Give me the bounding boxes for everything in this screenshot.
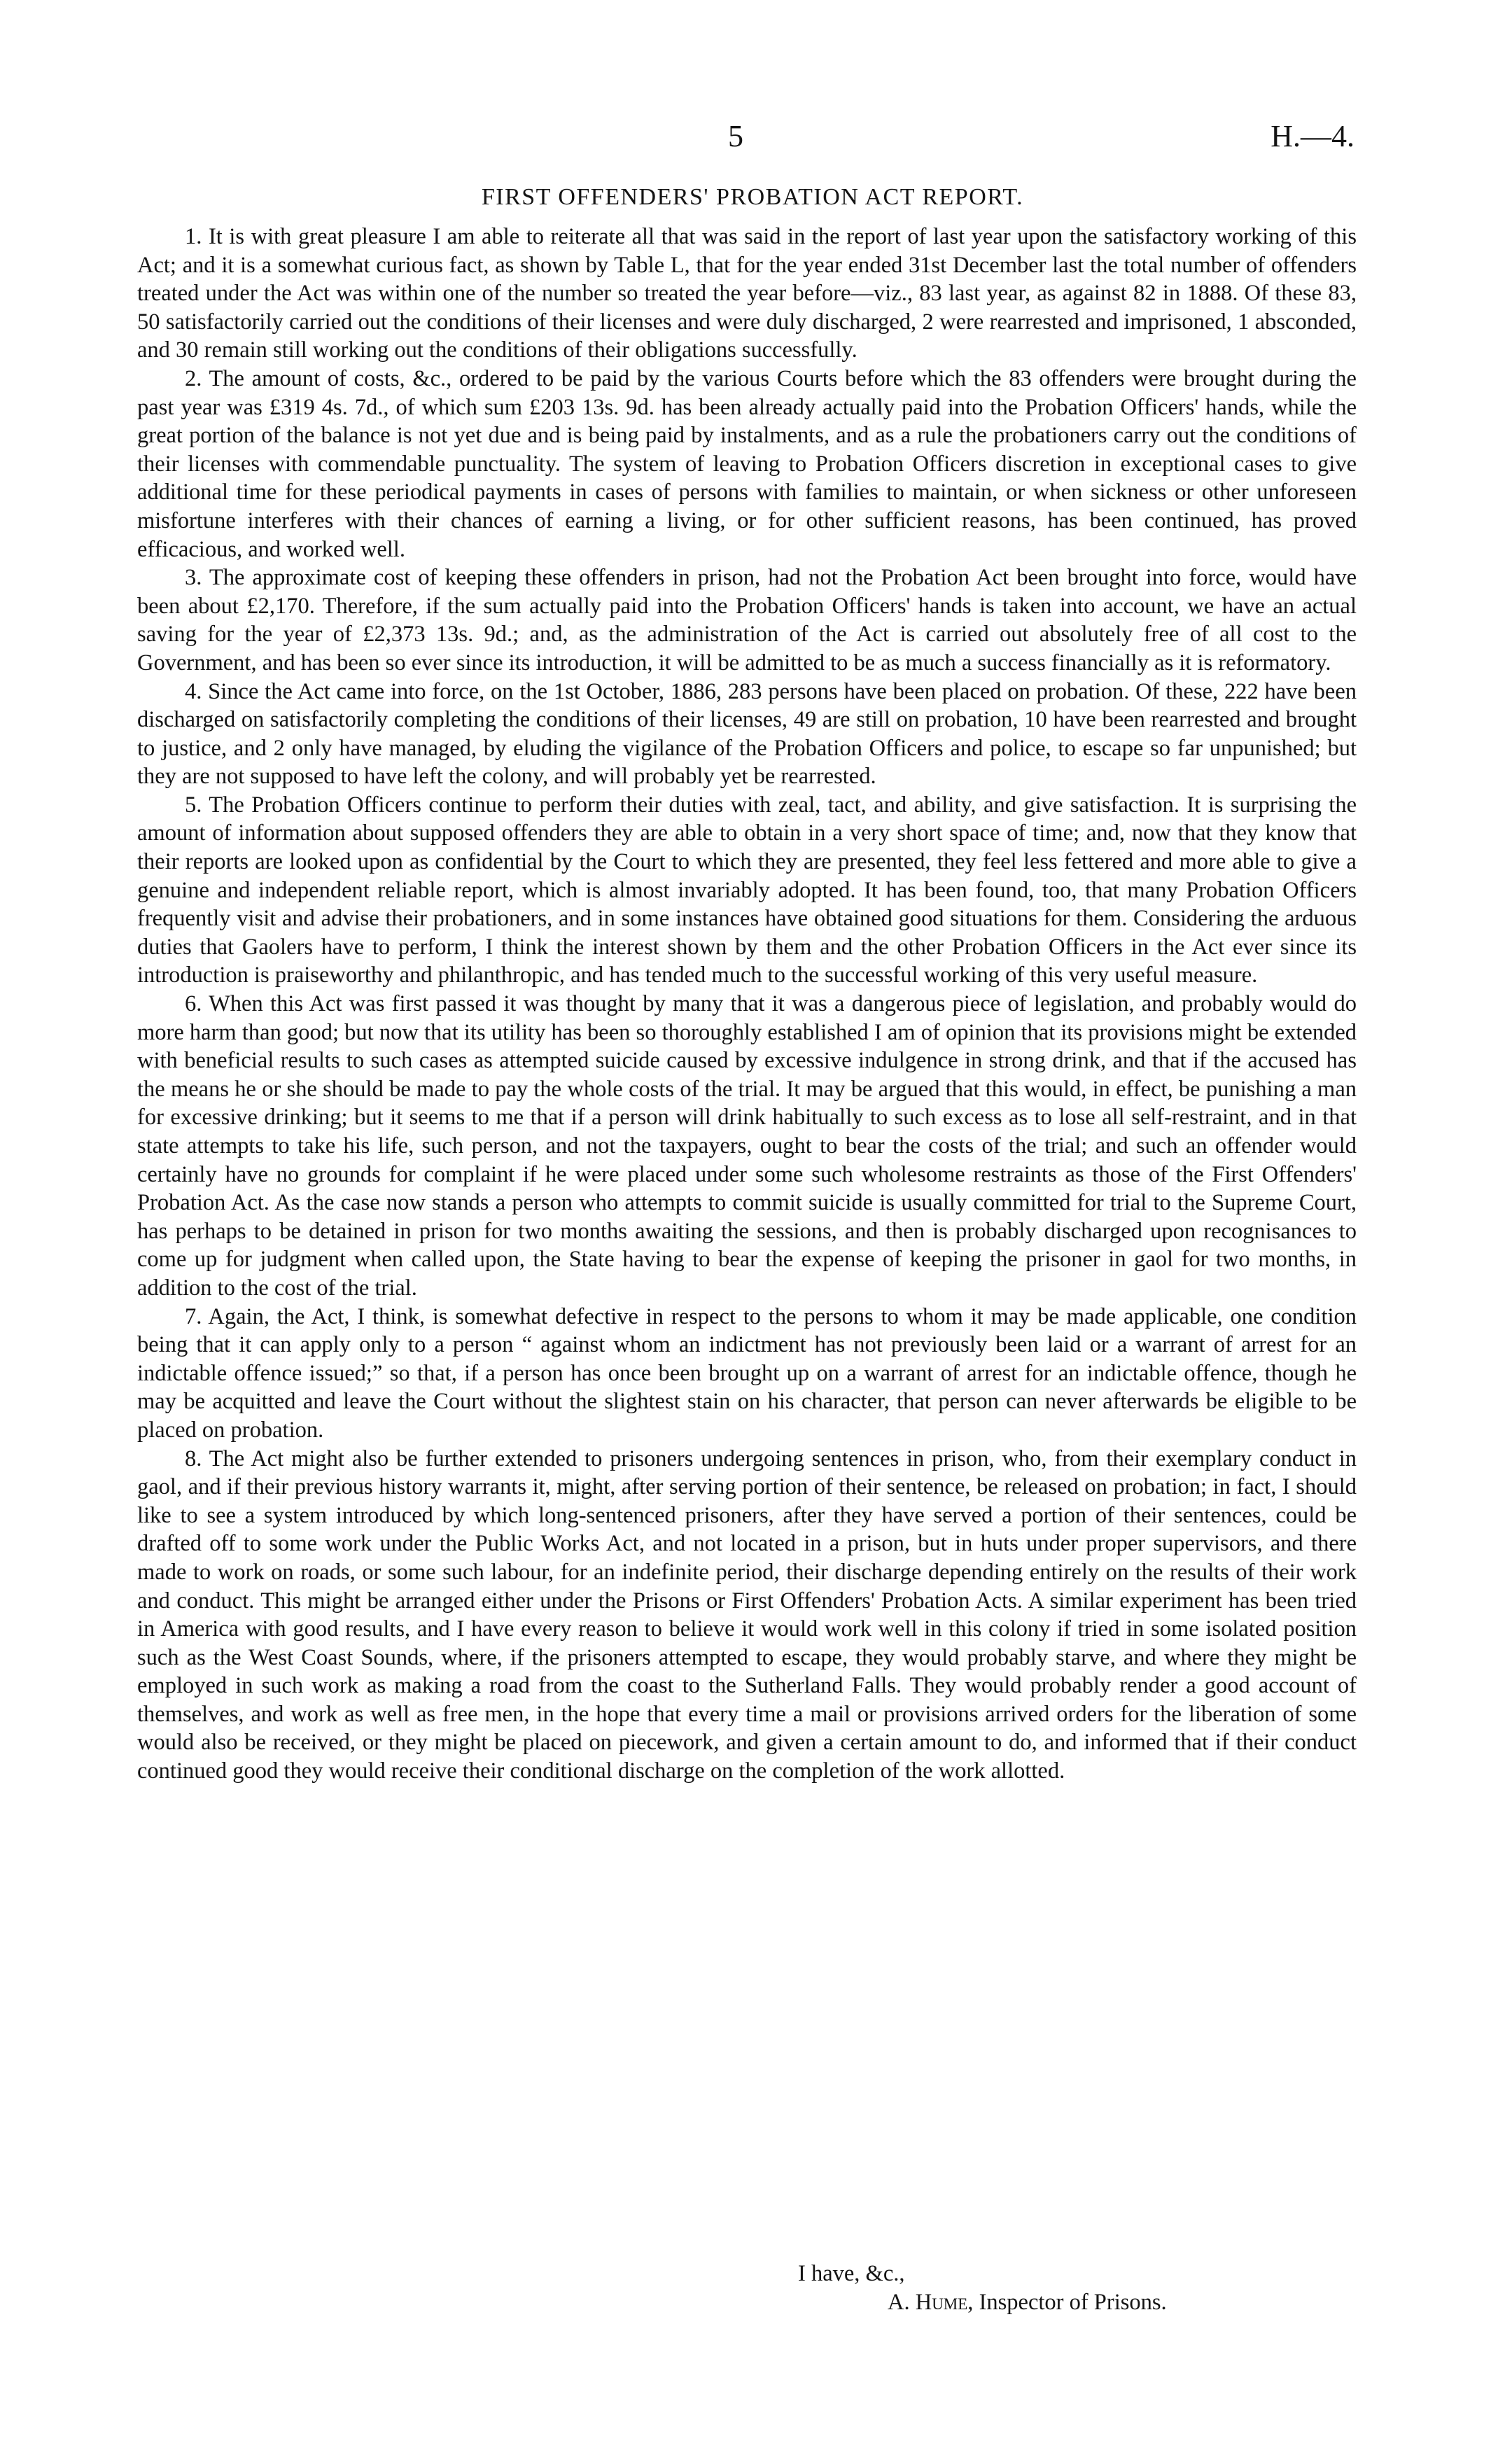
report-title: FIRST OFFENDERS' PROBATION ACT REPORT. — [481, 184, 1024, 210]
signature-name: A. Hume, — [888, 2289, 974, 2315]
salutation: I have, &c., — [798, 2261, 905, 2286]
signature-title: Inspector of Prisons. — [979, 2289, 1167, 2315]
closing-block — [798, 2260, 1358, 2316]
paragraph-4: 4. Since the Act came into force, on the 1st October, 1886, 283 persons have been placed on probation. Of these, 222 have been discharged on satisfactorily completing the conditions of their licenses, 49 are still on probation, 10 have been rearrested and brought to justice, and 2 only have managed, by eluding the vigilance of the Probation Officers and police, to escape so far unpunished; but they are not supposed to have left the colony, and will probably yet be rearrested. — [137, 678, 1357, 790]
paragraph-8: 8. The Act might also be further extended to prisoners undergoing sentences in prison, who, from their exemplary conduct in gaol, and if their previous history warrants it, might, after serving portion of their sentence, be released on probation; in fact, I should like to see a system introduced by which long-sentenced prisoners, after they have served a portion of their sentences, could be drafted off to some work under the Public Works Act, and not located in a prison, but in huts under proper supervisors, and there made to work on roads, or some such labour, for an indefinite period, their discharge depending entirely on the results of their work and conduct. This might be arranged either under the Prisons or First Offenders' Probation Acts. A similar experiment has been tried in America with good results, and I have every reason to believe it would work well in this colony if tried in some isolated position such as the West Coast Sounds, where, if the prisoners attempted to escape, they would probably starve, and where they might be employed in such work as making a road from the coast to the Sutherland Falls. They would probably render a good account of themselves, and work as well as free men, in the hope that every time a mail or provisions arrived orders for the liberation of some would also be received, or they might be placed on piecework, and given a certain amount to do, and informed that if their conduct continued good they would receive their conditional discharge on the completion of the work allotted. — [137, 1446, 1357, 1784]
paragraph-7: 7. Again, the Act, I think, is somewhat defective in respect to the persons to whom it may be made applicable, one condition being that it can apply only to a person “ against whom an indictment has not previously been laid or a warrant of arrest for an indictable offence issued;” so that, if a person has once been brought up on a warrant of arrest for an indictable offence, though he may be acquitted and leave the Court without the slightest stain on his character, that person can never afterwards be eligible to be placed on probation. — [137, 1303, 1357, 1443]
paragraph-6: 6. When this Act was first passed it was thought by many that it was a dangerous piece of legislation, and probably would do more harm than good; but now that its utility has been so thoroughly established I am of opinion that its provisions might be extended with beneficial results to such cases as attempted suicide caused by excessive indulgence in strong drink, and that if the accused has the means he or she should be made to pay the whole costs of the trial. It may be argued that this would, in effect, be punishing a man for excessive drinking; but it seems to me that if a person will drink habitually to such excess as to lose all self-restraint, and in that state attempts to take his life, such person, and not the taxpayers, ought to bear the costs of the trial; and such an offender would certainly have no grounds for complaint if he were placed under some such wholesome restraints as those of the First Offenders' Probation Act. As the case now stands a person who attempts to commit suicide is usually committed for trial to the Supreme Court, has perhaps to be detained in prison for two months awaiting the sessions, and then is probably discharged upon recognisances to come up for judgment when called upon, the State having to bear the expense of keeping the prisoner in gaol for two months, in addition to the cost of the trial. — [137, 991, 1357, 1301]
document-code: H.—4. — [1270, 119, 1354, 153]
page-number: 5 — [728, 119, 743, 153]
paragraph-2: 2. The amount of costs, &c., ordered to be paid by the various Courts before which the 83 offenders were brought during the past year was £319 4s. 7d., of which sum £203 13s. 9d. has been already actually paid into the Probation Officers' hands, while the great portion of the balance is not yet due and is being paid by instalments, and as a rule the probationers carry out the conditions of their licenses with commendable punctuality. The system of leaving to Probation Officers discretion in exceptional cases to give additional time for these periodical payments in cases of persons with families to maintain, or when sickness or other unforeseen misfortune interferes with their chances of earning a living, or for other sufficient reasons, has been continued, has proved efficacious, and worked well. — [137, 365, 1357, 562]
signature — [888, 2288, 1358, 2317]
page-header — [0, 115, 1505, 158]
paragraph-3: 3. The approximate cost of keeping these offenders in prison, had not the Probation Act been brought into force, would have been about £2,170. Therefore, if the sum actually paid into the Probation Officers' hands is taken into account, we have an actual saving for the year of £2,373 13s. 9d.; and, as the administration of the Act is carried out absolutely free of all cost to the Government, and has been so ever since its introduction, it will be admitted to be as much a success financially as it is reformatory. — [137, 565, 1357, 676]
paragraph-5: 5. The Probation Officers continue to perform their duties with zeal, tact, and ability, and give satisfaction. It is surprising the amount of information about supposed offenders they are able to obtain in a very short space of time; and, now that they know that their reports are looked upon as confidential by the Court to which they are presented, they feel less fettered and more able to give a genuine and independent reliable report, which is almost invariably adopted. It has been found, too, that many Probation Officers frequently visit and advise their probationers, and in some instances have obtained good situations for them. Considering the arduous duties that Gaolers have to perform, I think the interest shown by them and the other Probation Officers in the Act ever since its introduction is praiseworthy and philanthropic, and has tended much to the successful working of this very useful measure. — [137, 792, 1357, 988]
report-body — [137, 223, 1357, 1786]
paragraph-1: 1. It is with great pleasure I am able to reiterate all that was said in the report of last year upon the satisfactory working of this Act; and it is a somewhat curious fact, as shown by Table L, that for the year ended 31st December last the total number of offenders treated under the Act was within one of the number so treated the year before—viz., 83 last year, as against 82 in 1888. Of these 83, 50 satisfactorily carried out the conditions of their licenses and were duly discharged, 2 were rearrested and imprisoned, 1 absconded, and 30 remain still working out the conditions of their obligations successfully. — [137, 224, 1357, 363]
